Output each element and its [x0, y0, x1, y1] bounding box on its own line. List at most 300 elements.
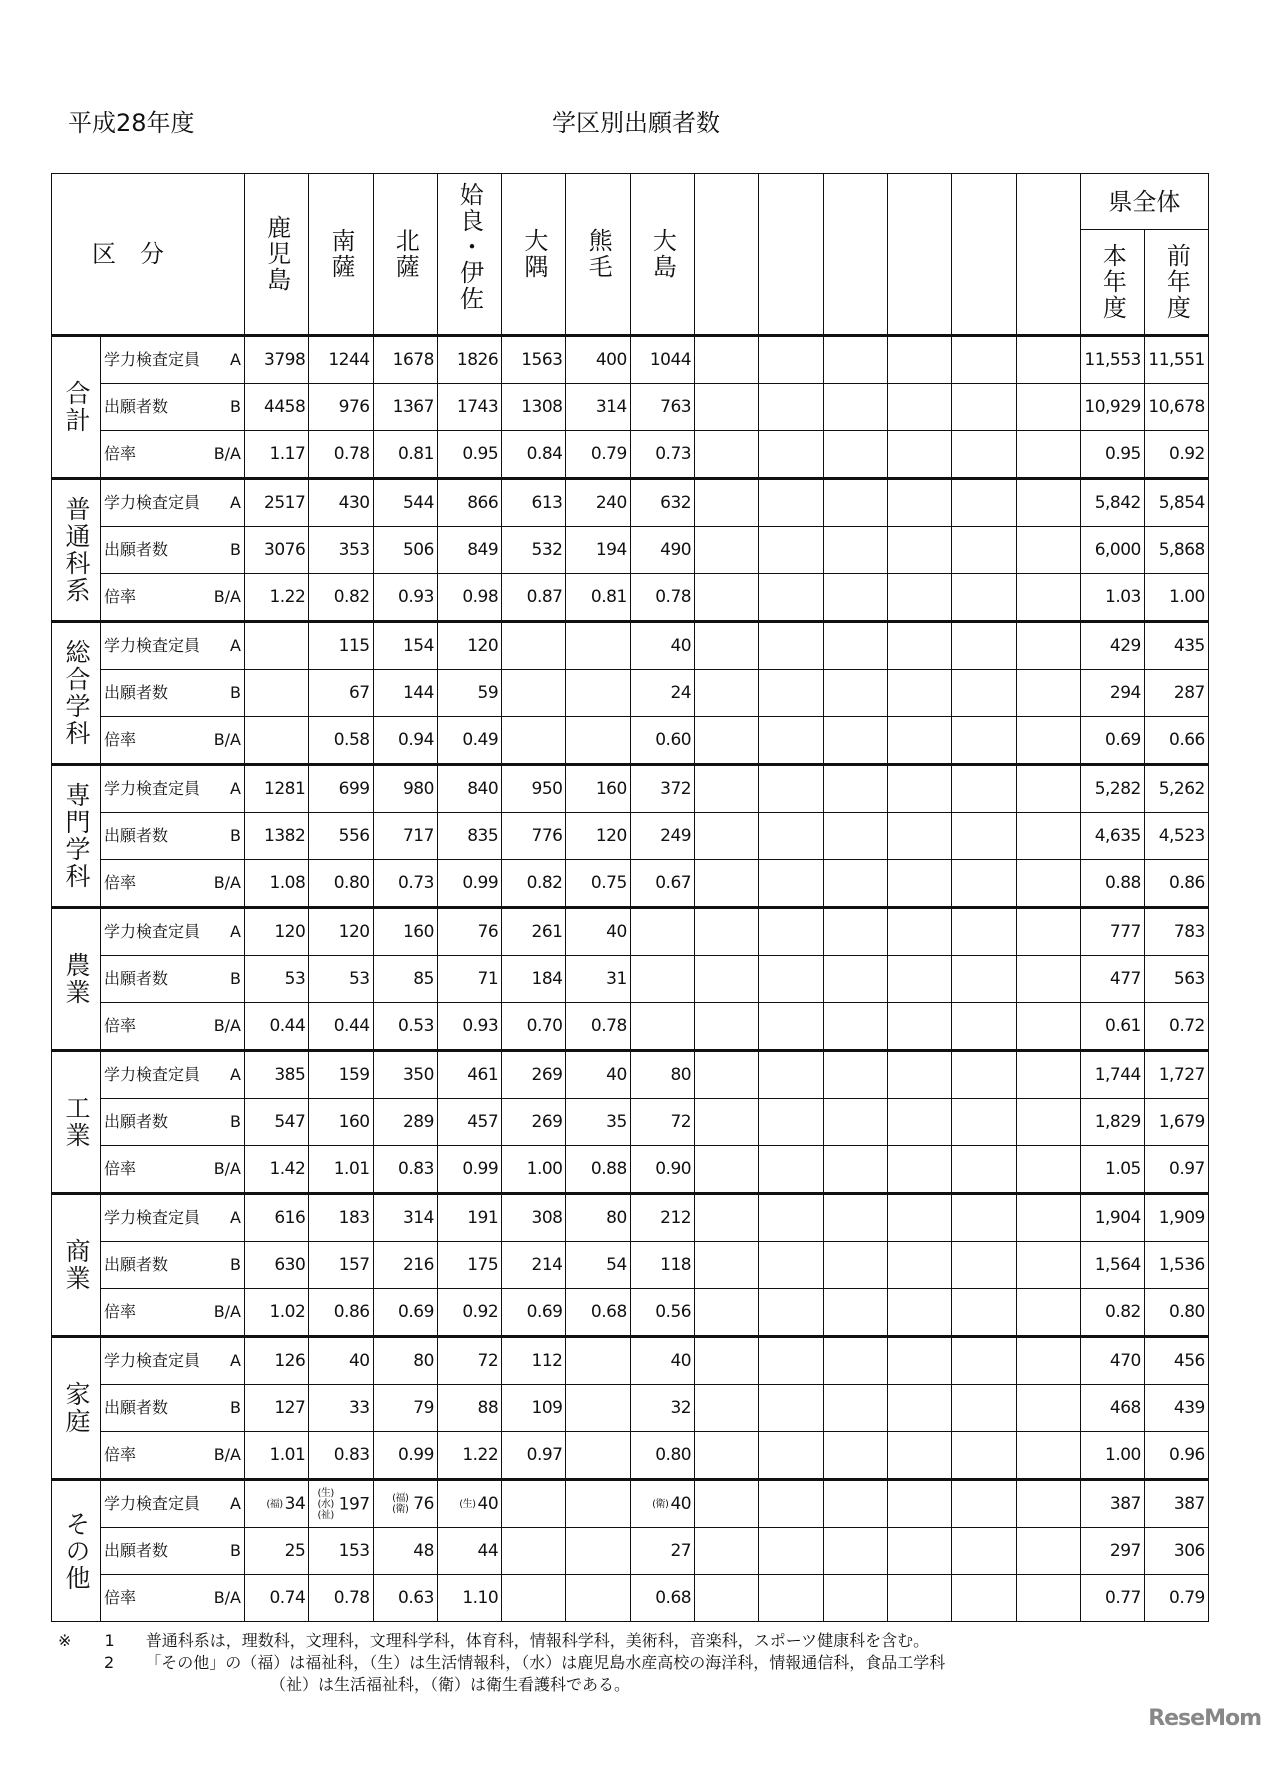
prefecture-cell: 1,904: [1080, 1194, 1144, 1242]
data-cell: [952, 1575, 1016, 1622]
group-name: 総合学科: [62, 639, 91, 747]
row-label-text: 倍率: [104, 1159, 137, 1178]
data-cell: 0.82: [502, 860, 566, 908]
data-cell: [952, 717, 1016, 765]
prefecture-cell: 4,635: [1080, 813, 1144, 860]
row-label-key: B/A: [213, 1159, 241, 1178]
data-cell: 120: [437, 622, 501, 670]
data-cell: [695, 860, 759, 908]
data-cell: [887, 1003, 951, 1051]
data-cell: 1.01: [309, 1146, 373, 1194]
data-cell: [1016, 431, 1080, 479]
data-cell: 80: [630, 1051, 694, 1099]
data-cell: 0.80: [630, 1432, 694, 1480]
data-cell: [823, 1480, 887, 1528]
data-cell: 0.69: [373, 1289, 437, 1337]
data-cell: [566, 1575, 630, 1622]
category-header: [52, 174, 245, 336]
data-cell: 0.98: [437, 574, 501, 622]
cell-value: 197: [338, 1494, 370, 1514]
data-cell: 0.82: [309, 574, 373, 622]
data-cell: 3076: [245, 527, 309, 574]
data-cell: [695, 1194, 759, 1242]
prefecture-cell: 0.79: [1144, 1575, 1208, 1622]
row-label-text: 学力検査定員: [104, 922, 201, 941]
data-cell: 0.99: [373, 1432, 437, 1480]
table-row: [52, 765, 1209, 813]
data-cell: 80: [566, 1194, 630, 1242]
prefecture-cell: 0.61: [1080, 1003, 1144, 1051]
row-label-content: [104, 351, 241, 369]
data-cell: [759, 670, 823, 717]
data-cell: 40: [630, 622, 694, 670]
data-cell: 0.99: [437, 1146, 501, 1194]
region-header: [437, 174, 501, 336]
course-note: (福)(衛): [392, 1493, 409, 1515]
data-cell: 80: [373, 1337, 437, 1385]
footnote-2: [104, 1652, 1231, 1674]
row-label-key: A: [230, 1065, 241, 1084]
prefecture-cell: 10,678: [1144, 384, 1208, 431]
footnote-text: 普通科系は，理数科，文理科，文理科学科，体育科，情報科学科，美術科，音楽科，スポーツ健康科を含む。: [145, 1631, 930, 1650]
row-label-content: [104, 1495, 241, 1513]
data-cell: [887, 1385, 951, 1432]
data-cell: [1016, 1099, 1080, 1146]
data-cell: [952, 813, 1016, 860]
row-label-key: A: [230, 779, 241, 798]
data-cell: 461: [437, 1051, 501, 1099]
row-label-key: A: [230, 636, 241, 655]
data-cell: 1826: [437, 336, 501, 384]
data-cell: 160: [309, 1099, 373, 1146]
region-name: 鹿児島: [262, 215, 291, 293]
data-cell: [952, 1528, 1016, 1575]
data-cell: 261: [502, 908, 566, 956]
document-body: [51, 173, 1261, 1732]
table-row: [52, 1289, 1209, 1337]
data-cell: [952, 1146, 1016, 1194]
data-cell: 1.22: [245, 574, 309, 622]
data-cell: [1016, 765, 1080, 813]
row-label-key: B: [230, 826, 241, 845]
data-cell: [695, 1146, 759, 1194]
data-cell: 353: [309, 527, 373, 574]
prefecture-header-label: 県全体: [1108, 187, 1181, 216]
data-cell: [759, 1528, 823, 1575]
data-cell: [952, 1003, 1016, 1051]
data-cell: [695, 1099, 759, 1146]
region-header: [630, 174, 694, 336]
region-header: [502, 174, 566, 336]
data-cell: 67: [309, 670, 373, 717]
data-cell: [887, 479, 951, 527]
row-label-text: 出願者数: [104, 1112, 169, 1131]
data-cell: [952, 527, 1016, 574]
row-label-key: B/A: [213, 730, 241, 749]
data-cell: 118: [630, 1242, 694, 1289]
data-cell: 0.78: [566, 1003, 630, 1051]
data-cell: [887, 527, 951, 574]
data-cell: [759, 1051, 823, 1099]
data-cell: [952, 384, 1016, 431]
data-cell: [566, 1528, 630, 1575]
row-label-key: A: [230, 350, 241, 369]
data-cell: 630: [245, 1242, 309, 1289]
table-row: [52, 1003, 1209, 1051]
data-cell: 44: [437, 1528, 501, 1575]
row-label-key: B: [230, 397, 241, 416]
data-cell: 1.22: [437, 1432, 501, 1480]
data-cell: 269: [502, 1051, 566, 1099]
prefecture-cell: 1,744: [1080, 1051, 1144, 1099]
data-cell: [952, 336, 1016, 384]
data-cell: 776: [502, 813, 566, 860]
prefecture-cell: 1,727: [1144, 1051, 1208, 1099]
data-cell: [1016, 574, 1080, 622]
row-label: [101, 431, 245, 479]
prefecture-cell: 0.88: [1080, 860, 1144, 908]
group-name: 農業: [62, 952, 91, 1006]
data-cell: [1016, 717, 1080, 765]
row-label: [101, 384, 245, 431]
course-note: (福): [266, 1498, 283, 1510]
row-label: [101, 574, 245, 622]
row-label: [101, 1528, 245, 1575]
footnote-text: 「その他」の（福）は福祉科，（生）は生活情報科，（水）は鹿児島水産高校の海洋科，情報通信科，食品工学科: [145, 1653, 946, 1672]
data-cell: [823, 1337, 887, 1385]
data-cell: [823, 670, 887, 717]
data-cell: 191: [437, 1194, 501, 1242]
region-name: 熊毛: [584, 228, 613, 280]
prefecture-cell: 1.00: [1144, 574, 1208, 622]
data-cell: 0.75: [566, 860, 630, 908]
row-label: [101, 336, 245, 384]
row-label-key: B/A: [213, 873, 241, 892]
data-cell: 249: [630, 813, 694, 860]
data-cell: 4458: [245, 384, 309, 431]
data-cell: [566, 1432, 630, 1480]
table-row: [52, 527, 1209, 574]
data-cell: 400: [566, 336, 630, 384]
row-label-content: [104, 923, 241, 941]
data-cell: [887, 1480, 951, 1528]
data-cell: 40: [309, 1337, 373, 1385]
table-row: [52, 336, 1209, 384]
group-name: 工業: [62, 1095, 91, 1149]
data-cell: 0.93: [373, 574, 437, 622]
data-cell: 0.58: [309, 717, 373, 765]
data-cell: 0.53: [373, 1003, 437, 1051]
data-cell: [502, 1575, 566, 1622]
region-name: 北薩: [391, 228, 420, 280]
row-label-key: B/A: [213, 1302, 241, 1321]
blank-column-header: [759, 174, 823, 336]
data-cell: 32: [630, 1385, 694, 1432]
data-cell: [1016, 1480, 1080, 1528]
row-label: [101, 670, 245, 717]
row-label-key: A: [230, 1494, 241, 1513]
data-cell: 153: [309, 1528, 373, 1575]
data-cell: [952, 860, 1016, 908]
row-label: [101, 717, 245, 765]
data-cell: 0.44: [245, 1003, 309, 1051]
data-cell: 1382: [245, 813, 309, 860]
data-cell: [823, 431, 887, 479]
prefecture-cell: 563: [1144, 956, 1208, 1003]
data-cell: [759, 479, 823, 527]
row-label-text: 学力検査定員: [104, 493, 201, 512]
data-cell: 48: [373, 1528, 437, 1575]
row-label-key: B/A: [213, 1588, 241, 1607]
data-cell: 126: [245, 1337, 309, 1385]
data-cell: [502, 1528, 566, 1575]
data-cell: 0.87: [502, 574, 566, 622]
group-label: [52, 1051, 101, 1194]
prefecture-cell: 783: [1144, 908, 1208, 956]
data-cell: [759, 1337, 823, 1385]
data-cell: [373, 1480, 437, 1528]
data-cell: 0.99: [437, 860, 501, 908]
data-cell: 0.73: [373, 860, 437, 908]
row-label-content: [104, 1542, 241, 1560]
data-cell: [630, 1480, 694, 1528]
data-cell: 0.83: [373, 1146, 437, 1194]
data-cell: 763: [630, 384, 694, 431]
region-name: 南薩: [326, 228, 355, 280]
region-name: 姶良・伊佐: [455, 182, 484, 312]
row-label-key: A: [230, 1208, 241, 1227]
data-cell: 0.83: [309, 1432, 373, 1480]
data-cell: [887, 574, 951, 622]
data-cell: [823, 860, 887, 908]
data-cell: 76: [437, 908, 501, 956]
row-label: [101, 1194, 245, 1242]
data-cell: [695, 1575, 759, 1622]
data-cell: [695, 1289, 759, 1337]
data-cell: [887, 813, 951, 860]
data-cell: [823, 336, 887, 384]
data-cell: [887, 384, 951, 431]
group-label: [52, 908, 101, 1051]
prefecture-cell: 0.77: [1080, 1575, 1144, 1622]
data-cell: 0.63: [373, 1575, 437, 1622]
data-cell: 0.49: [437, 717, 501, 765]
prefecture-cell: 1,829: [1080, 1099, 1144, 1146]
prefecture-cell: 5,854: [1144, 479, 1208, 527]
data-cell: [759, 1480, 823, 1528]
row-label-content: [104, 1113, 241, 1131]
prefecture-cell: 0.96: [1144, 1432, 1208, 1480]
data-cell: 40: [630, 1337, 694, 1385]
data-cell: [502, 1480, 566, 1528]
data-cell: [887, 765, 951, 813]
row-label-key: B: [230, 969, 241, 988]
row-label-content: [104, 398, 241, 416]
data-cell: 1563: [502, 336, 566, 384]
data-cell: [952, 956, 1016, 1003]
data-cell: [823, 622, 887, 670]
data-cell: 175: [437, 1242, 501, 1289]
data-cell: 0.93: [437, 1003, 501, 1051]
prefecture-cell: 1.00: [1080, 1432, 1144, 1480]
prefecture-cell: 294: [1080, 670, 1144, 717]
row-label-text: 倍率: [104, 1588, 137, 1607]
row-label-text: 倍率: [104, 444, 137, 463]
data-cell: 157: [309, 1242, 373, 1289]
group-name: その他: [62, 1510, 91, 1592]
data-cell: [695, 574, 759, 622]
data-cell: 88: [437, 1385, 501, 1432]
group-label: [52, 1194, 101, 1337]
row-label-text: 学力検査定員: [104, 1351, 201, 1370]
data-cell: 1.17: [245, 431, 309, 479]
footnote-mark: ※: [58, 1631, 72, 1650]
prefecture-cell: 11,553: [1080, 336, 1144, 384]
footnote-1: [58, 1630, 1231, 1652]
data-cell: [695, 384, 759, 431]
data-cell: 490: [630, 527, 694, 574]
data-cell: [695, 908, 759, 956]
data-cell: [823, 527, 887, 574]
prefecture-cell: 387: [1080, 1480, 1144, 1528]
row-label-content: [104, 541, 241, 559]
data-cell: 159: [309, 1051, 373, 1099]
data-cell: [759, 717, 823, 765]
prefecture-cell: 5,842: [1080, 479, 1144, 527]
data-cell: 849: [437, 527, 501, 574]
data-cell: 160: [566, 765, 630, 813]
data-cell: [695, 956, 759, 1003]
row-label-content: [104, 588, 241, 606]
row-label: [101, 622, 245, 670]
group-name: 専門学科: [62, 782, 91, 890]
prefecture-header: [1080, 174, 1208, 230]
data-cell: 547: [245, 1099, 309, 1146]
header-row: [52, 174, 1209, 230]
row-label-content: [104, 1589, 241, 1607]
data-cell: [823, 1242, 887, 1289]
data-cell: 115: [309, 622, 373, 670]
data-cell: [952, 1051, 1016, 1099]
data-cell: [887, 1194, 951, 1242]
row-label: [101, 1575, 245, 1622]
footnotes: [58, 1630, 1231, 1696]
data-cell: [759, 622, 823, 670]
data-cell: 59: [437, 670, 501, 717]
data-cell: 613: [502, 479, 566, 527]
prefecture-cell: 468: [1080, 1385, 1144, 1432]
data-cell: [952, 1385, 1016, 1432]
row-label-content: [104, 780, 241, 798]
data-cell: [502, 670, 566, 717]
prefecture-cell: 0.72: [1144, 1003, 1208, 1051]
data-cell: [1016, 1575, 1080, 1622]
row-label: [101, 860, 245, 908]
data-cell: [566, 622, 630, 670]
table-row: [52, 622, 1209, 670]
row-label-content: [104, 874, 241, 892]
group-label: [52, 1480, 101, 1622]
footnote-2-cont: （祉）は生活福祉科，（衛）は衛生看護科である。: [270, 1675, 631, 1694]
cell-value: 76: [413, 1494, 434, 1514]
blank-column-header: [952, 174, 1016, 336]
data-cell: [695, 670, 759, 717]
data-cell: [245, 670, 309, 717]
data-cell: [566, 670, 630, 717]
row-label-key: A: [230, 1351, 241, 1370]
data-cell: 717: [373, 813, 437, 860]
data-cell: [952, 670, 1016, 717]
data-cell: [759, 1099, 823, 1146]
prefecture-cell: 287: [1144, 670, 1208, 717]
data-cell: [952, 1480, 1016, 1528]
row-label-text: 倍率: [104, 1302, 137, 1321]
data-cell: 0.92: [437, 1289, 501, 1337]
data-cell: 1743: [437, 384, 501, 431]
data-cell: 212: [630, 1194, 694, 1242]
data-cell: [887, 860, 951, 908]
data-cell: [952, 622, 1016, 670]
row-label-content: [104, 1256, 241, 1274]
data-cell: [887, 1051, 951, 1099]
data-cell: [695, 431, 759, 479]
table-row: [52, 1337, 1209, 1385]
row-label-text: 学力検査定員: [104, 1208, 201, 1227]
row-label: [101, 765, 245, 813]
row-label-content: [104, 445, 241, 463]
data-cell: 3798: [245, 336, 309, 384]
data-cell: 314: [566, 384, 630, 431]
row-label-key: B: [230, 683, 241, 702]
data-cell: [437, 1480, 501, 1528]
row-label-content: [104, 1303, 241, 1321]
row-label-content: [104, 827, 241, 845]
data-cell: 0.80: [309, 860, 373, 908]
row-label-content: [104, 731, 241, 749]
prefecture-cell: 0.97: [1144, 1146, 1208, 1194]
data-cell: [1016, 1146, 1080, 1194]
data-cell: 35: [566, 1099, 630, 1146]
row-label-text: 出願者数: [104, 1398, 169, 1417]
row-label-text: 倍率: [104, 873, 137, 892]
prefecture-cell: 0.82: [1080, 1289, 1144, 1337]
data-cell: [887, 717, 951, 765]
data-cell: [245, 717, 309, 765]
data-cell: [823, 1051, 887, 1099]
row-label-content: [104, 1160, 241, 1178]
data-cell: 308: [502, 1194, 566, 1242]
row-label: [101, 479, 245, 527]
data-cell: 0.56: [630, 1289, 694, 1337]
row-label: [101, 1337, 245, 1385]
data-cell: 1044: [630, 336, 694, 384]
prefecture-subheader: [1144, 230, 1208, 336]
row-label-key: B: [230, 1541, 241, 1560]
data-cell: [887, 908, 951, 956]
prefecture-cell: 439: [1144, 1385, 1208, 1432]
row-label-text: 出願者数: [104, 826, 169, 845]
data-cell: 632: [630, 479, 694, 527]
data-cell: [887, 1337, 951, 1385]
data-cell: [759, 384, 823, 431]
blank-column-header: [823, 174, 887, 336]
data-cell: [759, 527, 823, 574]
data-cell: 0.60: [630, 717, 694, 765]
data-cell: [1016, 1337, 1080, 1385]
data-cell: [1016, 813, 1080, 860]
data-cell: [1016, 1385, 1080, 1432]
data-cell: 1.00: [502, 1146, 566, 1194]
